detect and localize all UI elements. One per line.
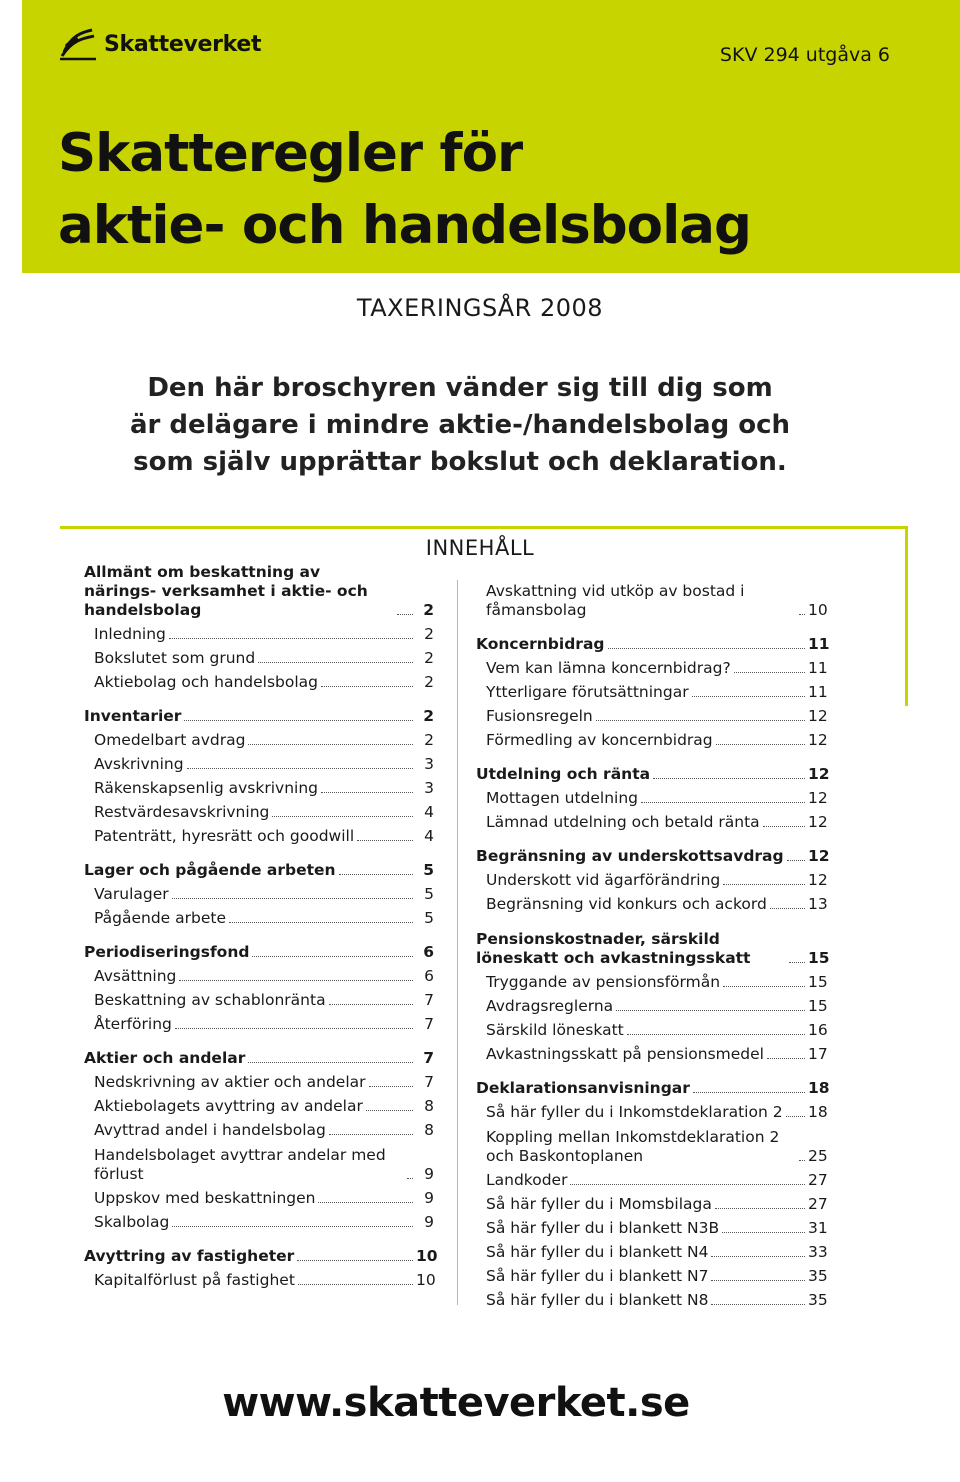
toc-heading: INNEHÅLL — [425, 536, 535, 560]
toc-page-number: 2 — [424, 625, 434, 643]
intro-line: är delägare i mindre aktie-/handelsbolag och — [129, 410, 791, 440]
toc-entry[interactable] — [476, 576, 826, 620]
intro-text — [0, 370, 920, 481]
toc-entry-label: Deklarationsanvisningar — [476, 1079, 690, 1097]
toc-entry-label: Så här fyller du i blankett N3B — [486, 1219, 720, 1237]
toc-leader-dots — [596, 719, 805, 721]
toc-entry[interactable] — [84, 798, 434, 822]
toc-leader-dots — [715, 1207, 805, 1209]
toc-entry-label: Nedskrivning av aktier och andelar — [94, 1073, 366, 1091]
toc-entry-label: Patenträtt, hyresrätt och goodwill — [94, 827, 355, 845]
toc-page-number: 7 — [424, 991, 434, 1009]
toc-leader-dots — [397, 613, 413, 615]
toc-entry[interactable] — [476, 1098, 826, 1122]
toc-leader-dots — [252, 955, 413, 957]
toc-leader-dots — [770, 907, 805, 909]
toc-entry-label: Avskrivning — [94, 755, 184, 773]
toc-page-number: 35 — [808, 1291, 828, 1309]
toc-leader-dots — [767, 1057, 805, 1059]
toc-entry-label: Begränsning vid konkurs och ackord — [486, 895, 767, 913]
toc-left-column — [84, 563, 438, 1290]
toc-entry-label: Utdelning och ränta — [476, 765, 651, 783]
toc-leader-dots — [184, 719, 413, 721]
toc-leader-dots — [258, 661, 413, 663]
toc-entry-label: Återföring — [94, 1015, 172, 1033]
toc-leader-dots — [175, 1027, 413, 1029]
toc-page-number: 15 — [808, 973, 828, 991]
toc-entry-label: Lager och pågående arbeten — [84, 861, 336, 879]
toc-entry[interactable] — [476, 808, 826, 832]
toc-entry-label: Tryggande av pensionsförmån — [486, 973, 721, 991]
toc-page-number: 9 — [424, 1189, 434, 1207]
toc-entry[interactable] — [476, 726, 826, 750]
toc-entry[interactable] — [476, 1214, 826, 1238]
toc-page-number: 6 — [424, 967, 434, 985]
toc-page-number: 5 — [423, 861, 434, 879]
toc-leader-dots — [570, 1183, 805, 1185]
brand-logo — [58, 26, 261, 62]
toc-page-number: 2 — [424, 731, 434, 749]
toc-leader-dots — [608, 647, 805, 649]
toc-page-number: 8 — [424, 1121, 434, 1139]
toc-leader-dots — [723, 883, 805, 885]
toc-leader-dots — [711, 1303, 805, 1305]
toc-leader-dots — [616, 1009, 805, 1011]
toc-leader-dots — [407, 1177, 413, 1179]
toc-entry-label: Pensionskostnader, särskild löneskatt och avkastningsskatt — [476, 930, 751, 967]
toc-page-number: 25 — [808, 1147, 828, 1165]
toc-entry[interactable] — [84, 726, 434, 750]
toc-entry[interactable] — [476, 1286, 826, 1310]
toc-entry-label: Aktiebolagets avyttring av andelar — [94, 1097, 363, 1115]
toc-section-entry[interactable] — [476, 842, 830, 866]
toc-entry[interactable] — [84, 962, 434, 986]
toc-leader-dots — [298, 1283, 413, 1285]
toc-entry[interactable] — [476, 1122, 826, 1166]
toc-leader-dots — [366, 1109, 413, 1111]
toc-entry-label: Koncernbidrag — [476, 635, 605, 653]
toc-section-entry[interactable] — [84, 1242, 438, 1266]
toc-section-entry[interactable] — [84, 938, 434, 962]
toc-section-entry[interactable] — [476, 760, 830, 784]
toc-entry[interactable] — [84, 1184, 434, 1208]
toc-leader-dots — [321, 791, 413, 793]
toc-leader-dots — [272, 815, 413, 817]
toc-entry-label: Så här fyller du i Momsbilaga — [486, 1195, 712, 1213]
toc-page-number: 6 — [423, 943, 434, 961]
toc-entry-label: Avskattning vid utköp av bostad i fåmansbolag — [486, 582, 745, 619]
toc-page-number: 15 — [808, 949, 830, 967]
toc-page-number: 3 — [424, 755, 434, 773]
toc-entry-label: Avyttring av fastigheter — [84, 1247, 295, 1265]
toc-page-number: 12 — [808, 731, 828, 749]
skatteverket-crown-logo-icon — [58, 26, 98, 62]
toc-leader-dots — [229, 921, 413, 923]
toc-page-number: 35 — [808, 1267, 828, 1285]
toc-entry-label: Restvärdesavskrivning — [94, 803, 270, 821]
toc-leader-dots — [248, 743, 413, 745]
toc-entry-label: Uppskov med beskattningen — [94, 1189, 316, 1207]
toc-entry[interactable] — [476, 1166, 826, 1190]
toc-right-column — [476, 576, 830, 1310]
toc-page-number: 13 — [808, 895, 828, 913]
toc-entry-label: Skalbolag — [94, 1213, 170, 1231]
toc-entry-label: Inledning — [94, 625, 166, 643]
toc-entry-label: Avyttrad andel i handelsbolag — [94, 1121, 326, 1139]
toc-entry[interactable] — [476, 678, 826, 702]
title-line: aktie- och handelsbolag — [58, 195, 751, 256]
toc-page-number: 7 — [423, 1049, 434, 1067]
toc-page-number: 9 — [424, 1213, 434, 1231]
toc-page-number: 11 — [808, 635, 830, 653]
toc-page-number: 2 — [423, 601, 434, 619]
toc-page-number: 11 — [808, 683, 828, 701]
toc-entry[interactable] — [476, 1016, 826, 1040]
toc-entry[interactable] — [476, 866, 826, 890]
toc-leader-dots — [297, 1259, 413, 1261]
toc-leader-dots — [787, 859, 805, 861]
toc-page-number: 17 — [808, 1045, 828, 1063]
toc-entry[interactable] — [84, 904, 434, 928]
toc-section-entry[interactable] — [84, 856, 434, 880]
toc-page-number: 31 — [808, 1219, 828, 1237]
toc-entry-label: Handelsbolaget avyttrar andelar med förlust — [94, 1146, 386, 1183]
toc-entry-label: Vem kan lämna koncernbidrag? — [486, 659, 731, 677]
toc-entry-label: Så här fyller du i Inkomstdeklaration 2 — [486, 1103, 783, 1121]
title-line: Skatteregler för — [58, 123, 523, 184]
toc-entry[interactable] — [84, 644, 434, 668]
brand-name: Skatteverket — [104, 31, 262, 57]
toc-entry[interactable] — [84, 986, 434, 1010]
toc-section-entry[interactable] — [476, 924, 830, 968]
toc-section-entry[interactable] — [84, 1044, 434, 1068]
toc-entry[interactable] — [476, 702, 826, 726]
toc-entry-label: Koppling mellan Inkomstdeklaration 2 och Baskontoplanen — [486, 1128, 780, 1165]
toc-page-number: 18 — [808, 1103, 828, 1121]
toc-entry-label: Inventarier — [84, 707, 182, 725]
toc-entry-label: Så här fyller du i blankett N4 — [486, 1243, 709, 1261]
toc-entry[interactable] — [84, 880, 434, 904]
toc-section-entry[interactable] — [476, 1074, 830, 1098]
toc-entry-label: Mottagen utdelning — [486, 789, 639, 807]
toc-entry[interactable] — [476, 890, 826, 914]
toc-entry-label: Så här fyller du i blankett N7 — [486, 1267, 709, 1285]
toc-page-number: 5 — [424, 909, 434, 927]
toc-entry-label: Begränsning av underskottsavdrag — [476, 847, 784, 865]
toc-leader-dots — [172, 1225, 413, 1227]
toc-entry[interactable] — [84, 1092, 434, 1116]
toc-entry-label: Bokslutet som grund — [94, 649, 256, 667]
toc-leader-dots — [318, 1201, 413, 1203]
toc-entry[interactable] — [476, 968, 826, 992]
intro-line: Den här broschyren vänder sig till dig som — [147, 373, 773, 403]
toc-entry-label: Så här fyller du i blankett N8 — [486, 1291, 709, 1309]
toc-leader-dots — [692, 695, 805, 697]
toc-leader-dots — [169, 637, 413, 639]
toc-entry-label: Underskott vid ägarförändring — [486, 871, 721, 889]
toc-leader-dots — [339, 873, 413, 875]
toc-page-number: 2 — [423, 707, 434, 725]
toc-entry[interactable] — [476, 1262, 826, 1286]
toc-entry[interactable] — [84, 1116, 434, 1140]
toc-page-number: 12 — [808, 707, 828, 725]
toc-leader-dots — [248, 1061, 413, 1063]
toc-entry[interactable] — [476, 1190, 826, 1214]
toc-page-number: 33 — [808, 1243, 828, 1261]
toc-leader-dots — [321, 685, 413, 687]
toc-page-number: 7 — [424, 1073, 434, 1091]
toc-entry-label: Landkoder — [486, 1171, 568, 1189]
toc-entry-label: Omedelbart avdrag — [94, 731, 246, 749]
toc-page-number: 10 — [416, 1247, 438, 1265]
toc-column-divider — [457, 580, 458, 1305]
toc-entry-label: Kapitalförlust på fastighet — [94, 1271, 295, 1289]
toc-entry[interactable] — [84, 1266, 434, 1290]
toc-leader-dots — [799, 613, 805, 615]
toc-page-number: 7 — [424, 1015, 434, 1033]
toc-entry[interactable] — [84, 1010, 434, 1034]
toc-page-number: 5 — [424, 885, 434, 903]
toc-entry[interactable] — [84, 774, 434, 798]
toc-page-number: 12 — [808, 765, 830, 783]
toc-section-entry[interactable] — [476, 630, 830, 654]
toc-leader-dots — [357, 839, 413, 841]
toc-entry[interactable] — [84, 750, 434, 774]
toc-frame-top-border — [60, 526, 908, 529]
toc-entry-label: Fusionsregeln — [486, 707, 593, 725]
toc-entry-label: Aktier och andelar — [84, 1049, 246, 1067]
toc-entry-label: Avkastningsskatt på pensionsmedel — [486, 1045, 764, 1063]
toc-page-number: 15 — [808, 997, 828, 1015]
toc-entry[interactable] — [476, 992, 826, 1016]
toc-leader-dots — [786, 1115, 805, 1117]
toc-entry[interactable] — [84, 620, 434, 644]
toc-section-entry[interactable] — [84, 702, 434, 726]
toc-leader-dots — [369, 1085, 413, 1087]
toc-leader-dots — [329, 1133, 413, 1135]
toc-leader-dots — [187, 767, 413, 769]
toc-entry[interactable] — [476, 784, 826, 808]
toc-entry[interactable] — [476, 1040, 826, 1064]
toc-leader-dots — [722, 1231, 805, 1233]
toc-page-number: 4 — [424, 803, 434, 821]
toc-page-number: 12 — [808, 847, 830, 865]
toc-leader-dots — [693, 1091, 805, 1093]
toc-page-number: 11 — [808, 659, 828, 677]
toc-leader-dots — [627, 1033, 805, 1035]
tax-year-label: TAXERINGSÅR 2008 — [356, 294, 604, 322]
toc-page-number: 8 — [424, 1097, 434, 1115]
toc-page-number: 12 — [808, 813, 828, 831]
toc-entry[interactable] — [84, 1140, 434, 1184]
toc-entry-label: Lämnad utdelning och betald ränta — [486, 813, 760, 831]
toc-page-number: 10 — [808, 601, 828, 619]
toc-entry[interactable] — [84, 1208, 434, 1232]
toc-leader-dots — [723, 985, 805, 987]
toc-leader-dots — [789, 961, 805, 963]
toc-leader-dots — [711, 1279, 805, 1281]
toc-leader-dots — [711, 1255, 805, 1257]
toc-entry-label: Avdragsreglerna — [486, 997, 614, 1015]
toc-leader-dots — [734, 671, 805, 673]
toc-page-number: 2 — [424, 649, 434, 667]
toc-page-number: 27 — [808, 1195, 828, 1213]
toc-leader-dots — [716, 743, 805, 745]
toc-page-number: 4 — [424, 827, 434, 845]
toc-entry-label: Räkenskapsenlig avskrivning — [94, 779, 319, 797]
toc-entry-label: Avsättning — [94, 967, 177, 985]
toc-entry-label: Särskild löneskatt — [486, 1021, 624, 1039]
toc-page-number: 2 — [424, 673, 434, 691]
toc-entry[interactable] — [476, 654, 826, 678]
toc-entry-label: Ytterligare förutsättningar — [486, 683, 689, 701]
toc-leader-dots — [799, 1159, 805, 1161]
toc-page-number: 12 — [808, 871, 828, 889]
toc-page-number: 3 — [424, 779, 434, 797]
toc-section-entry[interactable] — [84, 563, 434, 620]
toc-entry[interactable] — [84, 668, 434, 692]
toc-page-number: 9 — [424, 1165, 434, 1183]
toc-leader-dots — [653, 777, 805, 779]
toc-page-number: 12 — [808, 789, 828, 807]
toc-entry[interactable] — [84, 1068, 434, 1092]
toc-entry-label: Periodiseringsfond — [84, 943, 250, 961]
website-url[interactable]: www.skatteverket.se — [222, 1380, 690, 1426]
page-title — [58, 118, 751, 262]
toc-entry-label: Beskattning av schablonränta — [94, 991, 326, 1009]
toc-leader-dots — [329, 1003, 413, 1005]
toc-page-number: 18 — [808, 1079, 830, 1097]
toc-page-number: 10 — [416, 1271, 436, 1289]
toc-entry-label: Aktiebolag och handelsbolag — [94, 673, 319, 691]
document-id: SKV 294 utgåva 6 — [719, 44, 890, 66]
toc-entry-label: Pågående arbete — [94, 909, 227, 927]
toc-leader-dots — [641, 801, 805, 803]
toc-entry-label: Allmänt om beskattning av närings- verksamhet i aktie- och handelsbolag — [84, 563, 368, 619]
toc-entry[interactable] — [476, 1238, 826, 1262]
toc-entry[interactable] — [84, 822, 434, 846]
toc-leader-dots — [172, 897, 413, 899]
toc-page-number: 16 — [808, 1021, 828, 1039]
toc-leader-dots — [179, 979, 413, 981]
intro-line: som själv upprättar bokslut och deklaration. — [133, 447, 787, 477]
toc-page-number: 27 — [808, 1171, 828, 1189]
toc-entry-label: Varulager — [94, 885, 169, 903]
toc-entry-label: Förmedling av koncernbidrag — [486, 731, 713, 749]
toc-leader-dots — [763, 825, 805, 827]
